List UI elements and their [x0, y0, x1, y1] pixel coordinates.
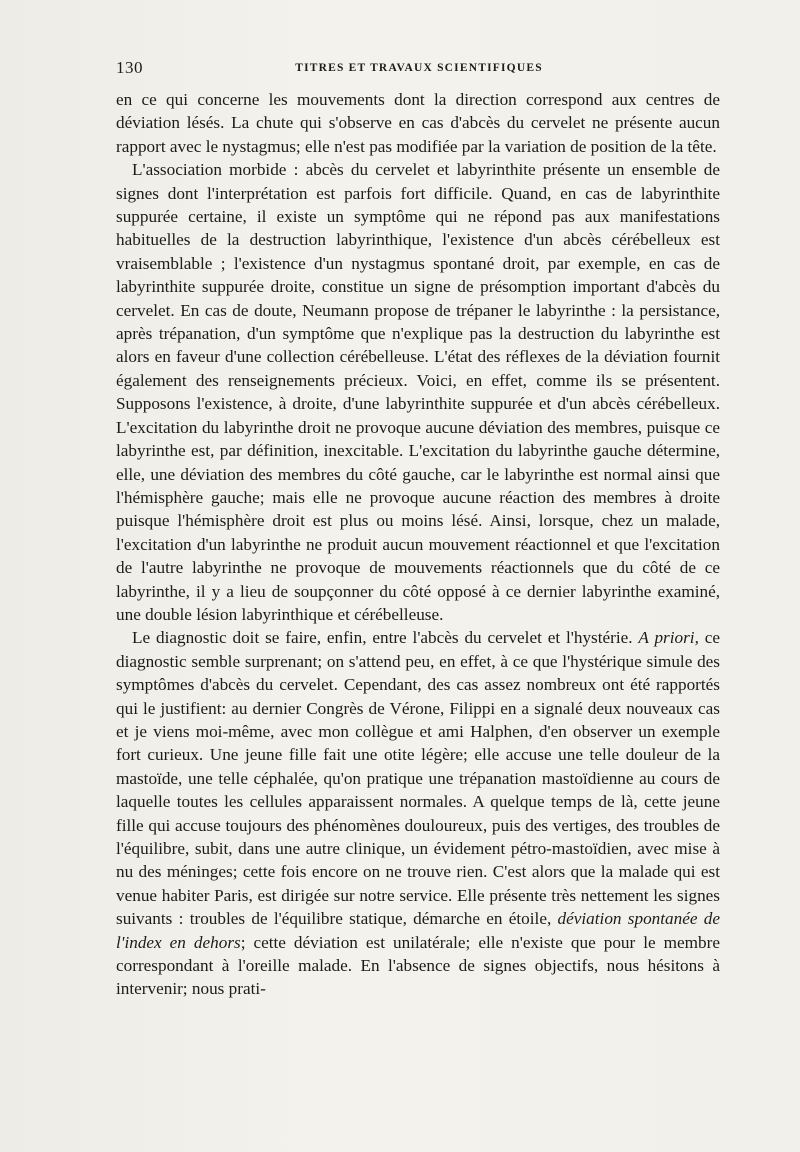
paragraph-diagnostic-hysterie — [116, 626, 720, 1001]
page-header — [116, 58, 722, 82]
running-title: TITRES ET TRAVAUX SCIENTIFIQUES — [295, 62, 543, 74]
page-number: 130 — [116, 58, 143, 77]
paragraph-continuation: en ce qui concerne les mouvements dont la direction correspond aux centres de déviation lésés. La chute qui s'observe en cas d'abcès du cervelet ne présente aucun rapport avec le nystagmus; elle n'est pas modifiée par la variation de position de la tête. — [116, 90, 720, 156]
paragraph-association-morbide: L'association morbide : abcès du cervelet et labyrinthite présente un ensemble de signes dont l'interprétation est parfois fort difficile. Quand, en cas de labyrinthite suppurée certaine, il existe un symptôme qui ne répond pas aux manifestations habituelles de la destruction labyrinthique, l'existence d'un abcès cérébelleux est vraisemblable ; l'existence d'un nystagmus spontané droit, par exemple, en cas de labyrinthite suppurée droite, constitue un signe de présomption important d'abcès du cervelet. En cas de doute, Neumann propose de trépaner le labyrinthe : la persistance, après trépanation, d'un symptôme que n'explique pas la destruction du labyrinthe est alors en faveur d'une collection cérébelleuse. L'état des réflexes de la déviation fournit également des renseignements précieux. Voici, en effet, comme ils se présentent. Supposons l'existence, à droite, d'une labyrinthite suppurée et d'un abcès cérébelleux. L'excitation du labyrinthe droit ne provoque aucune déviation des membres, puisque ce labyrinthe est, par définition, inexcitable. L'excitation du labyrinthe gauche détermine, elle, une déviation des membres du côté gauche, car le labyrinthe est normal ainsi que l'hémisphère gauche; mais elle ne provoque aucune réaction des membres à droite puisque l'hémisphère droit est plus ou moins lésé. Ainsi, lorsque, chez un malade, l'excitation d'un labyrinthe ne produit aucun mouvement réactionnel et que l'excitation de l'autre labyrinthe ne provoque de mouvements réactionnels que du côté de ce labyrinthe, il y a lieu de soupçonner du côté opposé à ce dernier labyrinthe examiné, une double lésion labyrinthique et cérébelleuse. — [116, 160, 720, 624]
italic-a-priori: A priori, — [638, 628, 699, 648]
italic-deviation-index: déviation spontanée de l'index en dehors — [116, 909, 720, 952]
paragraph-text-segment: ; cette déviation est unilatérale; elle n'existe que pour le membre correspondant à l'oreille malade. En l'absence de signes objectifs, nous hésitons à intervenir; nous prati- — [116, 932, 720, 999]
body-text — [116, 88, 720, 1001]
paragraph-text-segment: Le diagnostic doit se faire, enfin, entre l'abcès du cervelet et l'hystérie. — [132, 628, 639, 648]
paragraph-text-segment: ce diagnostic semble surprenant; on s'attend peu, en effet, à ce que l'hystérique simule des symptômes d'abcès du cervelet. Cependant, des cas assez nombreux ont été rapportés qui le justifient: au dernier Congrès de Vérone, Filippi en a signalé deux nouveaux cas et je viens moi-même, avec mon collègue et ami Halphen, d'en observer un exemple fort curieux. Une jeune fille fait une otite légère; elle accuse une telle douleur de la mastoïde, une telle céphalée, qu'on pratique une trépanation mastoïdienne au cours de laquelle toutes les cellules apparaissent normales. A quelque temps de là, cette jeune fille qui accuse toujours des phénomènes douloureux, puis des vertiges, des troubles de l'équilibre, subit, dans une autre clinique, un évidement pétro-mastoïdien, avec mise à nu des méninges; cette fois encore on ne trouve rien. C'est alors que la malade qui est venue habiter Paris, est dirigée sur notre service. Elle présente très nettement les signes suivants : troubles de l'équilibre statique, démarche en étoile, — [116, 628, 720, 929]
